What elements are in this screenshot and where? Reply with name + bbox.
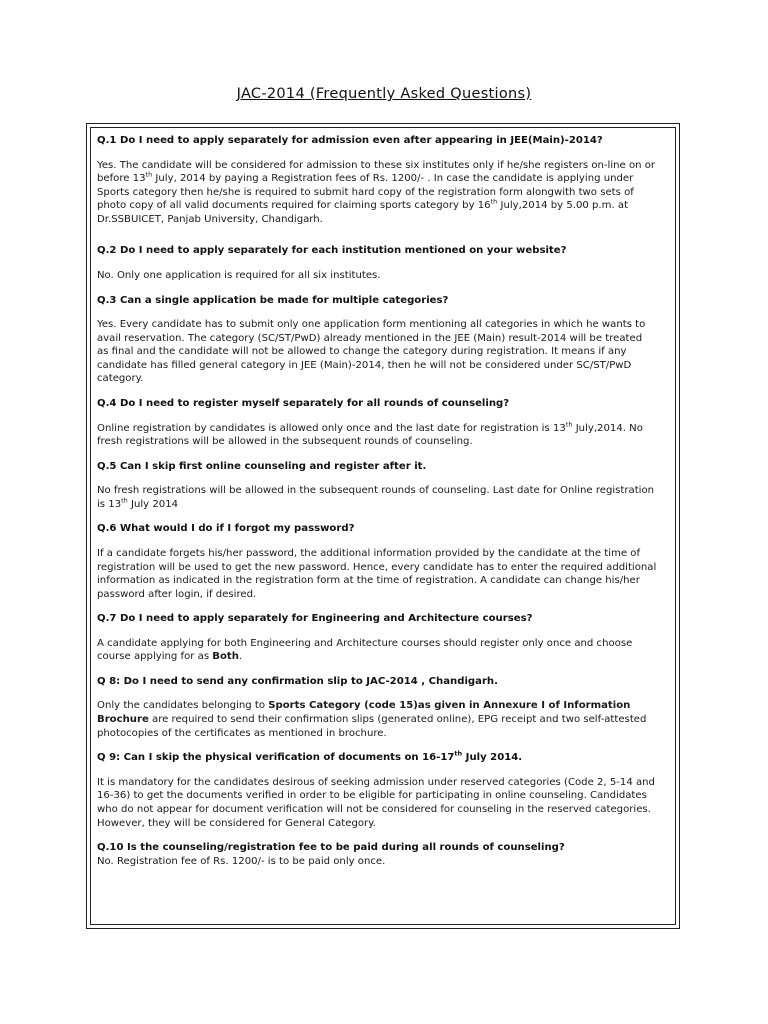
faq-item — [97, 460, 669, 512]
faq-item — [97, 751, 669, 830]
faq-answer-line: Brochure are required to send their confirmation slips (generated online), EPG receipt and two self-attested — [97, 714, 647, 726]
faq-answer-line: No. Only one application is required for all six institutes. — [97, 269, 381, 281]
faq-answer-line: No. Registration fee of Rs. 1200/- is to be paid only once. — [97, 855, 386, 867]
faq-answer-line: as final and the candidate will not be allowed to change the category during registration. It means if any — [97, 346, 627, 358]
faq-question: Q.3 Can a single application be made for multiple categories? — [97, 294, 449, 306]
faq-question: Q.4 Do I need to register myself separately for all rounds of counseling? — [97, 398, 510, 410]
faq-answer-line: It is mandatory for the candidates desirous of seeking admission under reserved categories (Code 2, 5-14 and — [97, 776, 655, 788]
faq-answer-line: However, they will be considered for General Category. — [97, 817, 376, 829]
faq-answer — [97, 269, 669, 283]
faq-item — [97, 244, 669, 282]
faq-answer-line: Only the candidates belonging to Sports Category (code 15)as given in Annexure I of Information — [97, 700, 631, 712]
faq-answer-line: who do not appear for document verification will not be considered for counseling in the reserved categories. — [97, 803, 651, 815]
faq-answer — [97, 855, 669, 869]
faq-answer — [97, 776, 669, 830]
faq-answer-line: registration will be used to get the new password. Hence, every candidate has to enter the required additional — [97, 561, 657, 573]
faq-container — [90, 127, 676, 925]
faq-answer-line: candidate has filled general category in JEE (Main)-2014, then he will not be considered under SC/ST/PwD — [97, 359, 632, 371]
faq-answer-line: photo copy of all valid documents required for claiming sports category by 16th July,2014 by 5.00 p.m. at — [97, 197, 629, 212]
faq-question: Q 8: Do I need to send any confirmation slip to JAC-2014 , Chandigarh. — [97, 675, 498, 687]
faq-answer-line: Online registration by candidates is allowed only once and the last date for registration is 13th July,2014. No — [97, 420, 643, 434]
faq-answer-line: Yes. The candidate will be considered for admission to these six institutes only if he/she registers on-line on or — [97, 159, 656, 171]
faq-answer-line: Yes. Every candidate has to submit only one application form mentioning all categories in which he wants to — [97, 319, 646, 331]
faq-question: Q.7 Do I need to apply separately for Engineering and Architecture courses? — [97, 613, 533, 625]
faq-outer-border — [86, 123, 680, 929]
faq-answer-line: course applying for as Both. — [97, 651, 243, 663]
faq-answer-line: 16-36) to get the documents verified in order to be eligible for participating in online counseling. Candidates — [97, 790, 647, 802]
faq-answer-line: No fresh registrations will be allowed in the subsequent rounds of counseling. Last date for Online registration — [97, 485, 655, 497]
faq-question: Q.10 Is the counseling/registration fee to be paid during all rounds of counseling? — [97, 842, 565, 854]
faq-answer-line: before 13th July, 2014 by paying a Registration fees of Rs. 1200/- . In case the candidate is applying under — [97, 170, 634, 185]
faq-question: Q.2 Do I need to apply separately for each institution mentioned on your website? — [97, 245, 567, 257]
faq-item — [97, 612, 669, 664]
faq-question: Q.6 What would I do if I forgot my password? — [97, 523, 355, 535]
faq-item — [97, 841, 669, 868]
faq-answer — [97, 422, 669, 449]
faq-answer — [97, 637, 669, 664]
faq-answer — [97, 484, 669, 511]
faq-question: Q.5 Can I skip first online counseling and register after it. — [97, 460, 427, 472]
faq-item — [97, 675, 669, 740]
faq-item — [97, 522, 669, 601]
faq-answer-line: password after login, if desired. — [97, 588, 257, 600]
faq-answer-line: Sports category then he/she is required to submit hard copy of the registration form alongwith two sets of — [97, 186, 634, 198]
faq-answer-line: A candidate applying for both Engineering and Architecture courses should register only once and choose — [97, 637, 633, 649]
faq-item — [97, 397, 669, 449]
faq-answer-line: If a candidate forgets his/her password, the additional information provided by the candidate at the time of — [97, 547, 640, 559]
faq-answer-line: photocopies of the certificates as mentioned in brochure. — [97, 727, 387, 739]
faq-answer — [97, 159, 669, 227]
faq-answer-line: Dr.SSBUICET, Panjab University, Chandigarh. — [97, 213, 323, 225]
faq-answer — [97, 547, 669, 601]
faq-answer-line: category. — [97, 373, 144, 385]
faq-item — [97, 294, 669, 386]
faq-answer-line: information as indicated in the registration form at the time of registration. A candidate can change his/her — [97, 575, 640, 587]
faq-answer-line: fresh registrations will be allowed in the subsequent rounds of counseling. — [97, 436, 473, 448]
faq-answer — [97, 699, 669, 740]
faq-answer-line: is 13th July 2014 — [97, 496, 179, 510]
faq-question: Q 9: Can I skip the physical verification of documents on 16-17th July 2014. — [97, 749, 523, 764]
faq-item — [97, 134, 669, 226]
faq-answer-line: avail reservation. The category (SC/ST/PwD) already mentioned in the JEE (Main) result-2014 will be treated — [97, 332, 643, 344]
faq-answer — [97, 318, 669, 386]
document-title: JAC-2014 (Frequently Asked Questions) — [236, 86, 532, 102]
faq-question: Q.1 Do I need to apply separately for admission even after appearing in JEE(Main)-2014? — [97, 135, 603, 146]
